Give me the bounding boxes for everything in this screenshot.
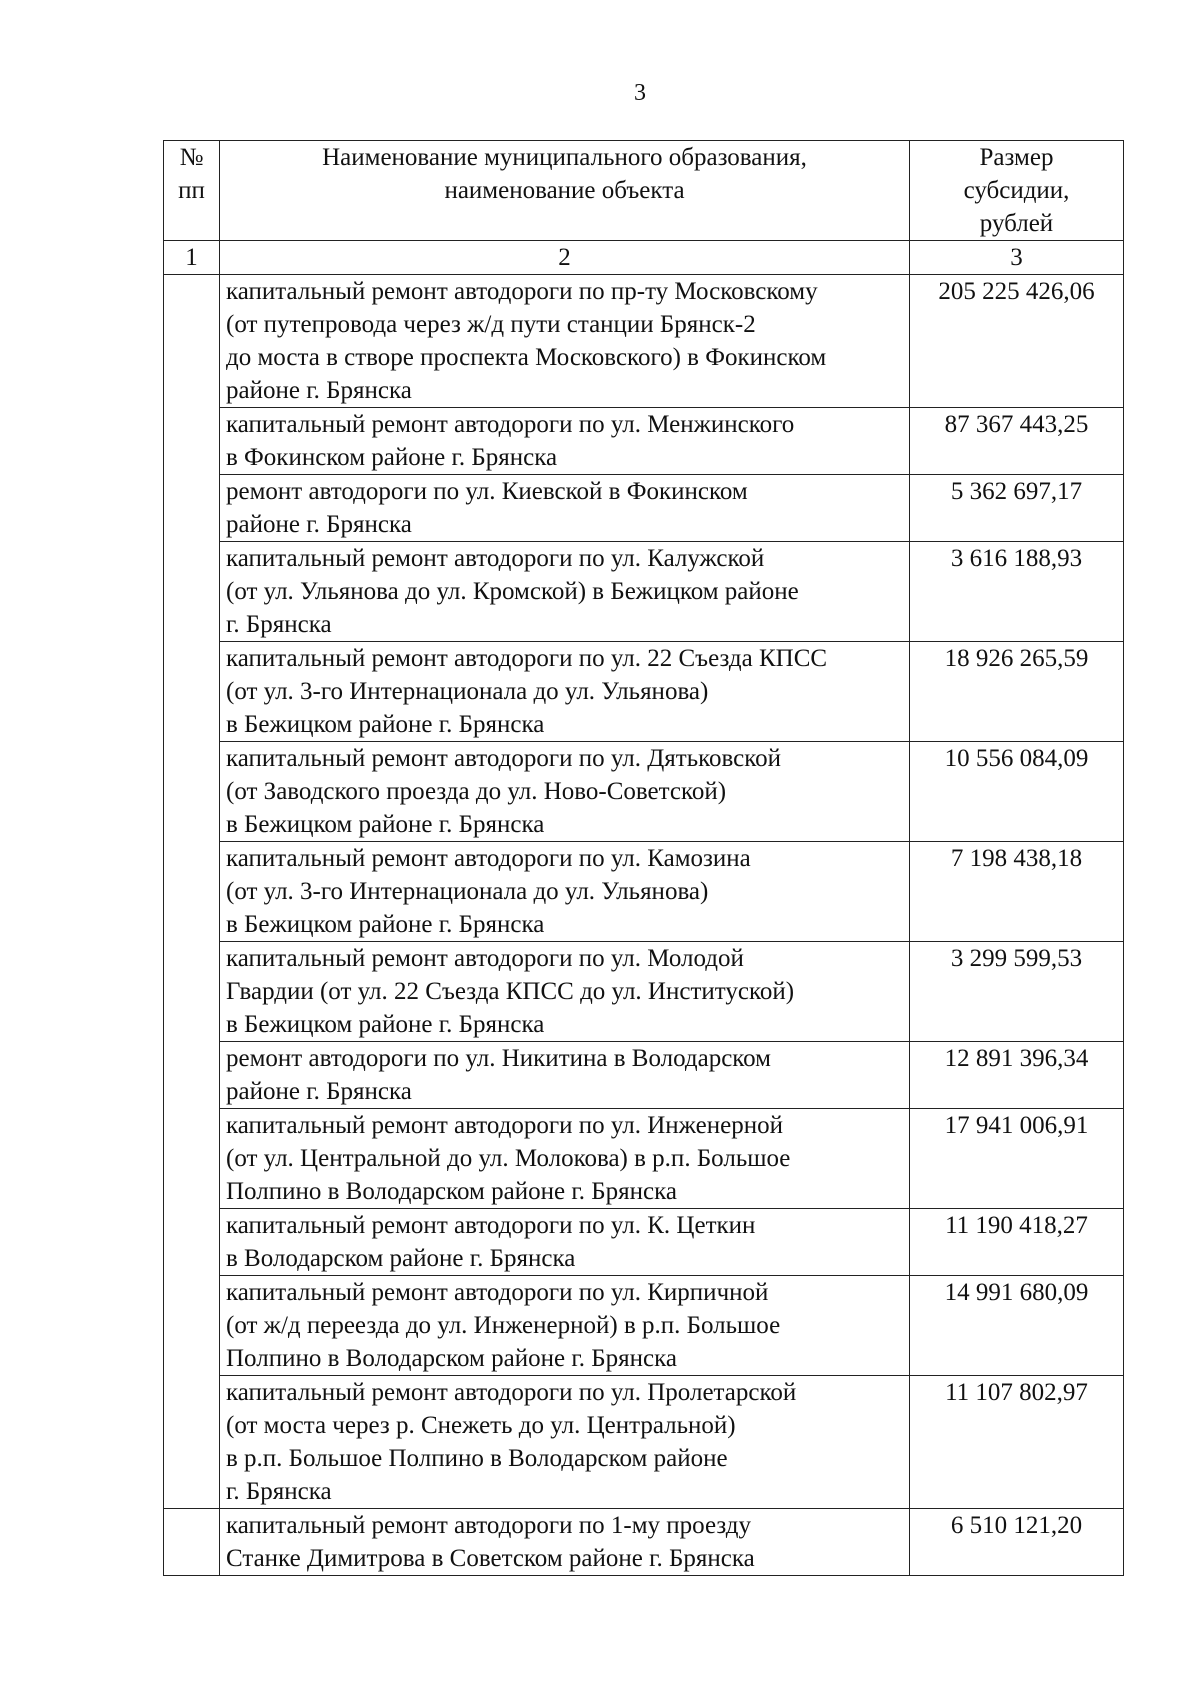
object-name-cell — [220, 642, 910, 742]
object-name-line: капитальный ремонт автодороги по 1-му проезду — [226, 1512, 751, 1539]
header-num-line: пп — [178, 177, 205, 204]
object-name-line: капитальный ремонт автодороги по ул. Инженерной — [226, 1112, 783, 1139]
subsidy-amount-cell: 12 891 396,34 — [910, 1042, 1124, 1109]
subsidy-amount-cell: 5 362 697,17 — [910, 475, 1124, 542]
subsidy-amount-cell: 11 107 802,97 — [910, 1376, 1124, 1509]
object-name-line: (от ул. Центральной до ул. Молокова) в р.п. Большое — [226, 1145, 791, 1172]
object-name-line: (от ул. Ульянова до ул. Кромской) в Бежицком районе — [226, 578, 799, 605]
object-name-line: капитальный ремонт автодороги по ул. Кирпичной — [226, 1279, 769, 1306]
header-name-line: Наименование муниципального образования, — [322, 144, 807, 171]
object-name-cell — [220, 742, 910, 842]
object-name-line: капитальный ремонт автодороги по ул. Калужской — [226, 545, 765, 572]
table-row — [164, 1376, 1124, 1509]
subsidy-amount-cell: 7 198 438,18 — [910, 842, 1124, 942]
row-number-cell — [164, 275, 220, 1509]
table-row — [164, 1109, 1124, 1209]
object-name-cell — [220, 1376, 910, 1509]
object-name-line: (от ул. 3-го Интернационала до ул. Ульянова) — [226, 878, 709, 905]
object-name-line: капитальный ремонт автодороги по ул. Менжинского — [226, 411, 795, 438]
object-name-line: ремонт автодороги по ул. Киевской в Фокинском — [226, 478, 748, 505]
subsidy-amount-cell: 14 991 680,09 — [910, 1276, 1124, 1376]
object-name-line: капитальный ремонт автодороги по ул. Пролетарской — [226, 1379, 797, 1406]
object-name-line: (от ул. 3-го Интернационала до ул. Ульянова) — [226, 678, 709, 705]
column-index-cell: 3 — [910, 241, 1124, 275]
object-name-line: капитальный ремонт автодороги по пр-ту Московскому — [226, 278, 818, 305]
subsidy-amount-cell: 10 556 084,09 — [910, 742, 1124, 842]
object-name-line: Полпино в Володарском районе г. Брянска — [226, 1345, 677, 1372]
header-sum-cell — [910, 141, 1124, 241]
object-name-line: в Володарском районе г. Брянска — [226, 1245, 576, 1272]
subsidy-amount-cell: 87 367 443,25 — [910, 408, 1124, 475]
object-name-line: Станке Димитрова в Советском районе г. Брянска — [226, 1545, 755, 1572]
header-num-line: № — [179, 144, 204, 171]
object-name-cell — [220, 842, 910, 942]
object-name-line: капитальный ремонт автодороги по ул. Молодой — [226, 945, 744, 972]
object-name-cell — [220, 1276, 910, 1376]
object-name-line: капитальный ремонт автодороги по ул. 22 Съезда КПСС — [226, 645, 828, 672]
column-index-row — [164, 241, 1124, 275]
object-name-line: до моста в створе проспекта Московского) в Фокинском — [226, 344, 827, 371]
table-row — [164, 1509, 1124, 1576]
object-name-cell — [220, 408, 910, 475]
object-name-cell — [220, 942, 910, 1042]
subsidy-amount-cell: 17 941 006,91 — [910, 1109, 1124, 1209]
subsidy-amount-cell: 3 616 188,93 — [910, 542, 1124, 642]
object-name-line: (от моста через р. Снежеть до ул. Центральной) — [226, 1412, 736, 1439]
table-row — [164, 742, 1124, 842]
object-name-line: капитальный ремонт автодороги по ул. Дятьковской — [226, 745, 782, 772]
subsidy-amount-cell: 18 926 265,59 — [910, 642, 1124, 742]
object-name-line: в Бежицком районе г. Брянска — [226, 911, 545, 938]
header-sum-line: субсидии, — [963, 177, 1070, 204]
header-num-cell — [164, 141, 220, 241]
object-name-line: в Бежицком районе г. Брянска — [226, 711, 545, 738]
subsidy-amount-cell: 3 299 599,53 — [910, 942, 1124, 1042]
object-name-line: (от Заводского проезда до ул. Ново-Советской) — [226, 778, 727, 805]
object-name-cell — [220, 1109, 910, 1209]
object-name-line: районе г. Брянска — [226, 511, 412, 538]
table-row — [164, 942, 1124, 1042]
object-name-line: районе г. Брянска — [226, 377, 412, 404]
object-name-line: ремонт автодороги по ул. Никитина в Володарском — [226, 1045, 772, 1072]
object-name-line: в Фокинском районе г. Брянска — [226, 444, 558, 471]
row-number-cell — [164, 1509, 220, 1576]
column-index-cell: 1 — [164, 241, 220, 275]
object-name-cell — [220, 275, 910, 408]
object-name-line: районе г. Брянска — [226, 1078, 412, 1105]
object-name-cell — [220, 475, 910, 542]
page-number: 3 — [634, 80, 646, 106]
table-row — [164, 1042, 1124, 1109]
object-name-line: г. Брянска — [226, 1478, 332, 1505]
subsidy-amount-cell: 6 510 121,20 — [910, 1509, 1124, 1576]
subsidy-amount-cell: 11 190 418,27 — [910, 1209, 1124, 1276]
subsidy-table — [163, 140, 1124, 1576]
object-name-line: Полпино в Володарском районе г. Брянска — [226, 1178, 677, 1205]
object-name-cell — [220, 542, 910, 642]
table-row — [164, 1209, 1124, 1276]
column-index-cell: 2 — [220, 241, 910, 275]
object-name-line: (от путепровода через ж/д пути станции Брянск-2 — [226, 311, 756, 338]
object-name-line: Гвардии (от ул. 22 Съезда КПСС до ул. Институской) — [226, 978, 795, 1005]
object-name-line: в Бежицком районе г. Брянска — [226, 811, 545, 838]
table-row — [164, 275, 1124, 408]
object-name-line: капитальный ремонт автодороги по ул. К. Цеткин — [226, 1212, 756, 1239]
object-name-line: в Бежицком районе г. Брянска — [226, 1011, 545, 1038]
object-name-line: в р.п. Большое Полпино в Володарском районе — [226, 1445, 728, 1472]
table-row — [164, 642, 1124, 742]
table-row — [164, 475, 1124, 542]
object-name-line: капитальный ремонт автодороги по ул. Камозина — [226, 845, 751, 872]
table-header-row — [164, 141, 1124, 241]
table-row — [164, 408, 1124, 475]
table-row — [164, 842, 1124, 942]
object-name-cell — [220, 1042, 910, 1109]
subsidy-amount-cell: 205 225 426,06 — [910, 275, 1124, 408]
table-row — [164, 1276, 1124, 1376]
header-sum-line: Размер — [979, 144, 1054, 171]
object-name-line: (от ж/д переезда до ул. Инженерной) в р.п. Большое — [226, 1312, 781, 1339]
header-name-line: наименование объекта — [444, 177, 685, 204]
object-name-cell — [220, 1509, 910, 1576]
object-name-cell — [220, 1209, 910, 1276]
header-sum-line: рублей — [979, 210, 1054, 237]
table-row — [164, 542, 1124, 642]
object-name-line: г. Брянска — [226, 611, 332, 638]
header-name-cell — [220, 141, 910, 241]
